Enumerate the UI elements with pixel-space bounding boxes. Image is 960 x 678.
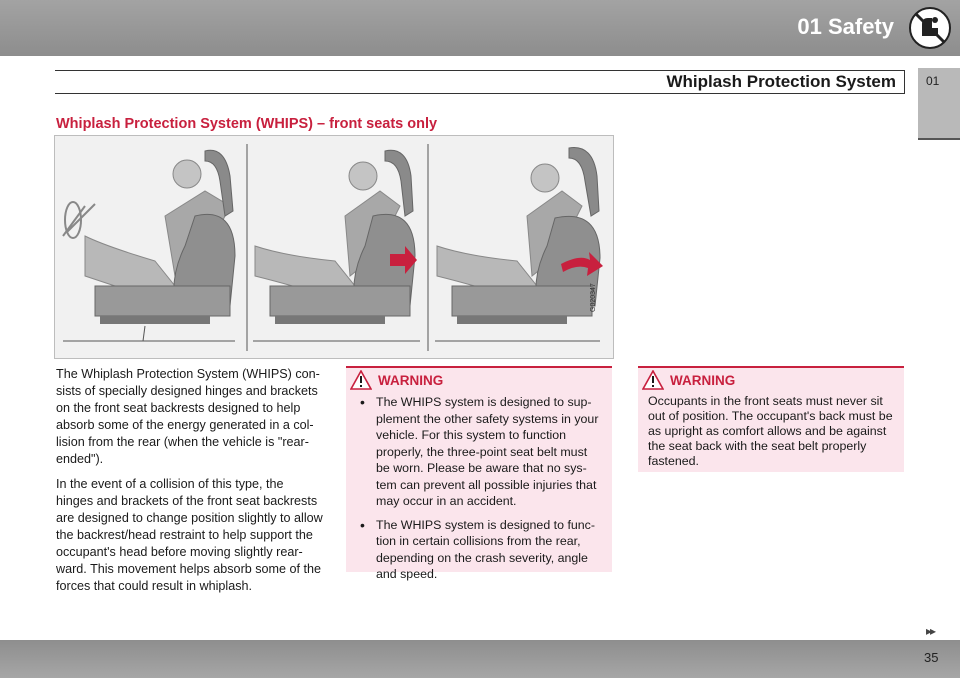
warning-box-2 [638, 366, 904, 472]
warning-triangle-icon [642, 370, 664, 390]
chapter-title: 01 Safety [797, 14, 894, 39]
section-title: Whiplash Protection System [666, 72, 896, 91]
bottom-footer-band [0, 640, 960, 678]
figure-code: G020347 [590, 283, 597, 312]
chapter-tab-label: 01 [926, 74, 940, 88]
page-heading: Whiplash Protection System (WHIPS) – front seats only [56, 116, 438, 132]
warning-box-1 [346, 366, 612, 581]
paragraph: The Whiplash Protection System (WHIPS) con-sists of specially designed hinges and brackets on the front seat backrests designed to help absorb some of the energy generated in a col-lision from the rear (when the vehicle is "rear-ended"). [56, 367, 320, 466]
warning-header [346, 368, 612, 392]
warning-label: WARNING [378, 372, 444, 388]
warning-text: Occupants in the front seats must never sit out of position. The occupant's back must be as upright as comfort allows and be against the seat back with the seat belt properly fastened. [648, 394, 893, 468]
chapter-tab [918, 68, 960, 140]
warning-header [638, 368, 904, 392]
top-header-band [0, 0, 960, 56]
warning-list [346, 392, 612, 598]
body-text [56, 366, 324, 603]
warning-label: WARNING [670, 372, 736, 388]
list-item: • The WHIPS system is designed to func-tion in certain collisions from the rear, depending on the crash severity, angle and speed. [356, 517, 602, 583]
page-number: 35 [924, 650, 939, 665]
seat-diagram-svg [55, 136, 613, 358]
list-item: • The WHIPS system is designed to sup-plement the other safety systems in your vehicle. For this system to function properly, the three-point seat belt must be worn. Please be aware that no sys-tem can prevent all possible injuries that may occur in an accident. [356, 394, 602, 510]
section-title-bar [55, 70, 905, 94]
paragraph: In the event of a collision of this type, the hinges and brackets of the front seat backrests are designed to change position slightly to allow the backrest/head restraint to help support the occupant's head before moving slightly rear-ward. This movement helps absorb some of the forces that could result in whiplash. [56, 477, 323, 593]
whips-seat-illustration [54, 135, 614, 359]
warning-triangle-icon [350, 370, 372, 390]
no-child-seat-icon [908, 6, 952, 50]
next-page-arrows-icon[interactable]: ▸▸ [926, 624, 935, 638]
